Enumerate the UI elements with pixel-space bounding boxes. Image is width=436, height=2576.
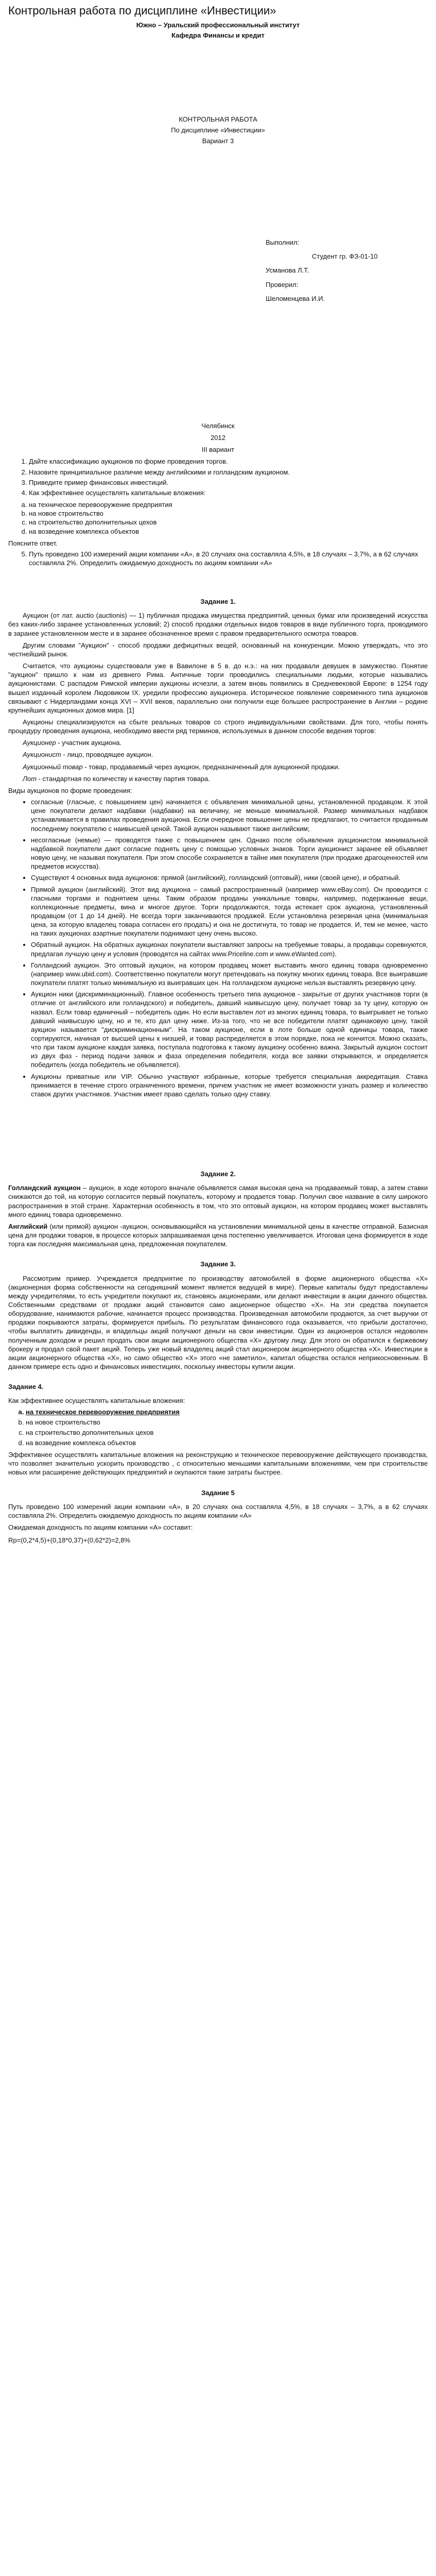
dutch-auction-term: Голландский аукцион xyxy=(8,1184,81,1192)
auction-type-item: • Прямой аукцион (английский). Этот вид аукциона – самый распространенный (например www.eBay.com). Он проводится с гласными торгами и поднятием цены. Таким образом проданы уникальные товары, например, подержанные вещи, коллекционные предметы, вина и многое другое. Торги продолжаются, тогда истекает срок аукциона, установленный продавцом (от 1 до 14 дней). Не всегда торги заканчиваются продажей. Если установлена резервная цена (минимальная цена, за которую владелец товара согласен его продать) и она не достигнута, то товар не продается. И, тем не менее, часто на таких аукционах азартные покупатели поднимают цену очень высоко. xyxy=(31,885,428,938)
dutch-auction-text: – аукцион, в ходе которого вначале объявляется самая высокая цена на продаваемый товар, а затем ставки снижаются до той, на которую согласится первый покупатель, которому и продается товар. Получил свое название в силу широкого распространения в этой стране. Характерная особенность в том, что это оптовый аукцион, на котором продавец может выставлять много единиц товара одновременно. xyxy=(8,1184,428,1218)
year: 2012 xyxy=(211,434,225,442)
institute-name: Южно – Уральский профессиональный институт xyxy=(136,21,300,29)
cover-block xyxy=(8,115,428,145)
section1-paragraph: Считается, что аукционы существовали уже в Вавилоне в 5 в. до н.э.: на них продавали девушек в замужество. Понятие "аукцион" пришло к нам из древнего Рима. Античные торги проводились специальными людьми, которые назывались аукционистами. С распадом Римской империи аукционы исчезли, а затем вновь появились в Средневековой Европе: в 1254 году вышел изданный королем Людовиком IX. уредили профессию аукционера. Историческое появление современного типа аукционов связывают с Нидерландами конца XVI – XVII веков, параллельно они получили еще большее распространение в Англии – родине крупнейших аукционных домов мира. [1] xyxy=(8,662,428,714)
option-item: c. на строительство дополнительных цехов xyxy=(29,518,428,527)
term-definition xyxy=(8,762,428,771)
task-list xyxy=(8,457,428,497)
section4-title: Задание 4. xyxy=(8,1383,44,1391)
term-text: - лицо, проводящее аукцион. xyxy=(61,751,153,759)
done-label: Выполнил: xyxy=(266,239,300,247)
explain-label: Поясните ответ. xyxy=(8,539,58,547)
option-item-selected: a. на техническое перевооружение предприятия xyxy=(26,1408,428,1416)
section5-title: Задание 5 xyxy=(201,1488,235,1497)
option-item: b. на новое строительство xyxy=(29,509,428,518)
option-item: c. на строительство дополнительных цехов xyxy=(26,1428,428,1437)
term-name: Аукционист xyxy=(23,751,61,759)
task-item: 1. Дайте классификацию аукционов по форме проведения торгов. xyxy=(29,457,428,466)
checked-label: Проверил: xyxy=(266,280,299,289)
task-item: 3. Приведите пример финансовых инвестиций. xyxy=(29,478,428,487)
term-name: Аукционный товар xyxy=(23,762,83,771)
term-text: - стандартная по количеству и качеству партия товара. xyxy=(36,774,210,783)
term-text: - участник аукциона. xyxy=(56,739,122,747)
city: Челябинск xyxy=(201,421,235,430)
section1-paragraph: Другим словами "Аукцион" - способ продажи дефицитных вещей, основанный на конкуренции. Можно утверждать, что это честнейший рынок. xyxy=(8,641,428,658)
section1-paragraph: Аукционы специализируются на сбыте реальных товаров со строго индивидуальными свойствами. Для того, чтобы понять процедуру проведения аукциона, необходимо ввести ряд терминов, используемых в данном способе ведения торгов: xyxy=(8,718,428,735)
section2-title: Задание 2. xyxy=(200,1170,236,1178)
section3-title: Задание 3. xyxy=(200,1260,236,1268)
option-item: d. на возведение комплекса объектов xyxy=(26,1438,428,1447)
section4-options xyxy=(8,1408,428,1448)
types-intro: Виды аукционов по форме проведения: xyxy=(8,786,132,794)
auction-type-item: • Аукционы приватные или VIP. Обычно участвуют избранные, которые требуется специальная аккредитация. Ставка принимается в течение строго ограниченного времени, причем участник не имеет возможности узнать размер и количество ставок других участников. Участник имеет право сделать только одну ставку. xyxy=(31,1072,428,1098)
auction-type-item: • Обратный аукцион. На обратных аукционах покупатели выставляют запросы на требуемые товары, а продавцы соревнуются, предлагая лучшую цену и условия (проводятся на сайтах www.Priceline.com и www.eWanted.com). xyxy=(31,940,428,958)
term-text: - товар, продаваемый через аукцион, предназначенный для аукционной продажи. xyxy=(82,762,340,771)
section4-answer: Эффективнее осуществлять капитальные вложения на реконструкцию и техническое перевооружение действующего производства, что позволяет значительно ускорить производство , с относительно меньшими капитальными вложениями, чем при строительстве новых или расширение действующих предприятий и окупаются такие затраты быстрее. xyxy=(8,1451,428,1477)
cover-variant: Вариант 3 xyxy=(202,137,234,145)
auction-type-item: • несогласные (немые) — проводятся также с повышением цен. Однако после объявления аукционистом минимальной надбавкой покупатели дают согласие поднять цену с помощью условных знаков. Торги аукционист заранее ей объявляет новую цену, не называя покупателя. При этом способе сохраняется в тайне имя покупателя (при продаже драгоценностей или предметов искусства). xyxy=(31,836,428,871)
task5-list xyxy=(8,550,428,567)
section4-question: Как эффективнее осуществлять капитальные вложения: xyxy=(8,1397,185,1405)
cover-work-title: КОНТРОЛЬНАЯ РАБОТА xyxy=(179,115,257,123)
document-title: Контрольная работа по дисциплине «Инвестиции» xyxy=(8,4,276,17)
auction-type-item: • Аукцион ники (дискриминационный). Главное особенность третьего типа аукционов - закрытые от других участников торги (в отличие от английского или голландского) и победитель, давший наивысшую цену, получает товар за ту цену, которую он назвал. Если товар единичный – победитель один. Но если выставлен лот из многих единиц товара, то выигрывает не только давший наивысшую цену, но и те, кто дал цену ниже. Из-за того, что не все победители платят одинаковую цену, такой аукцион называется "дискриминационным". На таком аукционе, если в лоте больше одной единицы товара, также сортируются, начиная от высшей цены к низшей, и товар распределяется в этом порядке, пока не кончится. Можно сказать, что при таком аукционе каждая заявка, поступала подготовка к такому аукциону особенно важна. Закрытый аукцион состоит из двух фаз - период подачи заявок и фаза определения победителя, когда все заявки открываются, и определяется победитель (когда победитель не объявляется). xyxy=(31,990,428,1069)
department-name: Кафедра Финансы и кредит xyxy=(171,31,265,39)
term-definition xyxy=(8,738,428,747)
term-name: Лот xyxy=(23,774,37,783)
option-item: b. на новое строительство xyxy=(26,1418,428,1427)
section1-paragraph: Аукцион (от лат. auctio (auctionis) — 1) публичная продажа имущества предприятий, ценных бумаг или произведений искусства без каких-либо заранее установленных условий; 2) способ продажи отдельных видов товаров в виде публичного торга, проводимого в заранее установленном месте и в заранее обозначенное время с правом предварительного осмотра товаров. xyxy=(8,612,428,637)
auction-type-item: • Существуют 4 основных вида аукционов: прямой (английский), голландский (оптовый), ники (своей цене), и обратный. xyxy=(31,873,428,882)
auction-types-list xyxy=(8,798,428,1098)
student-group: Студент гр. ФЗ-01-10 xyxy=(312,252,378,261)
task-item: 2. Назовите принципиальное различие между английскими и голландским аукционом. xyxy=(29,468,428,477)
section3-paragraph: Рассмотрим пример. Учреждается предприятие по производству автомобилей в форме акционерного общества «Х» (акционерная форма собственности на сегодняшний момент является ведущей в мире). Первые капиталы будут предоставлены между учредителями, то есть учредители покупают их, становясь акционерами, или делают инвестиции в акции данного общества. Собственными средствами от продажи акций становится само акционерное общество «Х». На эти средства покупается оборудование, нанимаются рабочие, начинается процесс производства. Произведенная автомобили продаются, за счет выручки от продажи покрываются затраты, формируется прибыль. По результатам финансового года оказывается, что прибыли достаточно, чтобы выплатить дивиденды, и владельцы акций получают деньги на свои инвестиции. Один из акционеров остался недоволен полученным доходом и решил продать свои акции акционерного общества «Х» другому лицу. Для этого он обратился к биржевому брокеру и продал свой пакет акций. Теперь уже новый владелец акций стал акционером акционерного общества «Х». Инвестиции в акции акционерного общества «Х», но само общество «Х» этого «не заметило», капитал общества остался неприкосновенным. В данном примере есть одно и финансовых инвестициях, поскольку инвесторы купили акции. xyxy=(8,1274,428,1371)
task5-item: 5. Путь проведено 100 измерений акции компании «А», в 20 случаях она составляла 4,5%, в 18 случаях – 3,7%, а в 62 случаях составляла 2%. Определить ожидаемую доходность по акциям компании «А» xyxy=(29,550,428,567)
task-item: 4. Как эффективнее осуществлять капитальные вложения: xyxy=(29,488,428,497)
cover-discipline: По дисциплине «Инвестиции» xyxy=(171,126,265,134)
task4-options xyxy=(8,500,428,536)
auction-type-item: • согласные (гласные, с повышением цен) начинается с объявления минимальной цены, установленной продавцом. К этой цене покупатели делают надбавки (надбавки) на величину, не меньше минимальной. Размер минимальных надбавок устанавливается в правилах проведения аукциона. Если очередное повышение цены не предлагают, то считается проданным последнему покупателю с наивысшей ценой. Такой аукцион называют также английским; xyxy=(31,798,428,833)
section5-paragraph: Ожидаемая доходность по акциям компании «А» составит: xyxy=(8,1523,193,1532)
option-item: d. на возведение комплекса объектов xyxy=(29,527,428,536)
checker-name: Шеломенцева И.И. xyxy=(266,294,325,302)
variant-title: III вариант xyxy=(201,446,235,454)
term-definition xyxy=(8,774,428,783)
section2-paragraph xyxy=(8,1183,428,1219)
section1-title: Задание 1. xyxy=(200,598,236,606)
term-definition xyxy=(8,750,428,759)
english-auction-term: Английский xyxy=(8,1222,48,1230)
auction-type-item: • Голландский аукцион. Это оптовый аукцион, на котором продавец может выставить много единиц товара одновременно (например www.ubid.com). Соответственно покупатели могут претендовать на покупку многих единиц товара. Все выигравшие покупатели платят только минимальную из выигравших цен. На голландском аукционе нельзя выставлять резервную цену. xyxy=(31,961,428,987)
english-auction-text: (или прямой) аукцион -аукцион, основывающийся на установлении минимальной цены в качестве отправной. Базисная цена для продажи товаров, в процессе которых запрашиваемая цена постепенно увеличивается. Итоговая цена формируется в ходе торга как последняя максимальная цена, предложенная покупателем. xyxy=(8,1222,428,1248)
section2-paragraph xyxy=(8,1222,428,1248)
section5-formula: Rp=(0,2*4,5)+(0,18*0,37)+(0,62*2)=2,8% xyxy=(8,1536,131,1545)
student-name: Усманова Л.Т. xyxy=(266,266,309,275)
section5-paragraph: Путь проведено 100 измерений акции компании «А», в 20 случаях она составляла 4,5%, в 18 случаях – 3,7%, а в 62 случаях составляла 2%. Определить ожидаемую доходность по акциям компании «А» xyxy=(8,1502,428,1519)
signatures-block xyxy=(266,238,428,303)
option-item: a. на техническое перевооружение предприятия xyxy=(29,500,428,509)
city-year-block xyxy=(8,421,428,454)
term-name: Аукционер xyxy=(23,739,56,747)
